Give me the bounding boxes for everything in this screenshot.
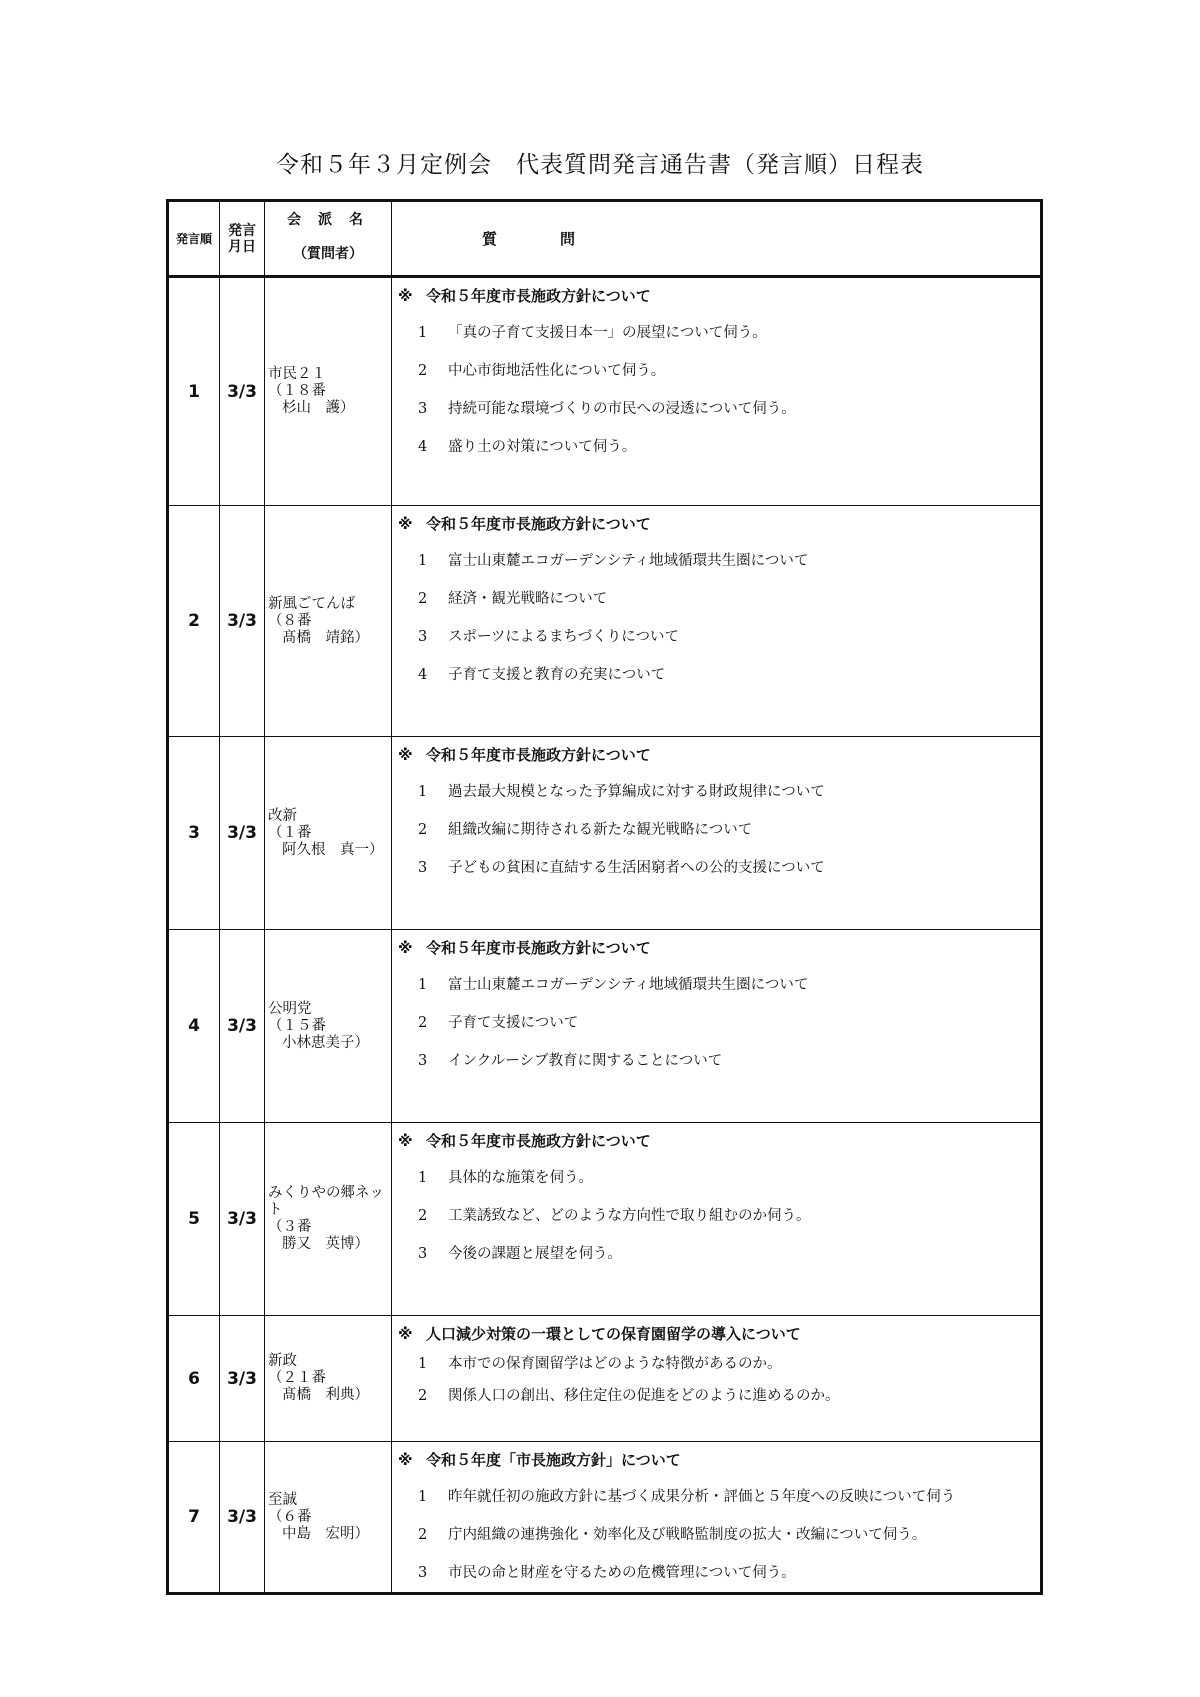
question-item-text: 組織改編に期待される新たな観光戦略について [448,822,753,838]
question-item-text: スポーツによるまちづくりについて [448,629,679,645]
question-item-text: 子育て支援と教育の充実について [448,667,666,683]
question-item-number: 2 [418,363,428,379]
seat-number: （１番 [268,824,312,841]
speaker-cell [265,1123,392,1316]
question-item [392,314,1040,352]
group-name: 改新 [268,807,297,824]
speaker-cell [265,1442,392,1594]
question-item-number: 3 [418,1565,428,1581]
header-question: 質 問 [392,201,1042,277]
group-name: みくりやの郷ネット [268,1185,384,1218]
question-item-number: 2 [418,591,428,607]
speaking-order: 3 [168,737,220,930]
group-name: 新政 [268,1353,297,1369]
header-group [265,201,392,277]
speaker-name: 杉山 護） [282,400,355,416]
question-item-number: 2 [418,1208,428,1224]
question-item [392,1478,1040,1516]
speaker-cell [265,506,392,737]
question-item-number: 1 [418,977,428,993]
reference-mark: ※ [398,1325,413,1343]
question-cell [392,1316,1042,1442]
question-item [392,580,1040,618]
question-item-text: 関係人口の創出、移住定住の促進をどのように進めるのか。 [448,1388,840,1404]
question-item-text: 市民の命と財産を守るための危機管理について伺う。 [448,1565,796,1581]
question-heading-text: 令和５年度市長施政方針について [426,939,651,957]
question-item-number: 4 [418,439,428,455]
question-item [392,656,1040,694]
speaking-date: 3/3 [220,1123,265,1316]
speaker-name: 勝又 英博） [282,1236,369,1252]
question-heading [392,1323,1040,1344]
question-item [392,1554,1040,1592]
question-item-text: 持続可能な環境づくりの市民への浸透について伺う。 [448,401,796,417]
question-item [392,618,1040,656]
group-name: 新風ごてんば [268,595,355,612]
table-row [168,737,1042,930]
group-name: 市民２１ [268,366,326,382]
question-items [392,966,1040,1080]
speaking-date: 3/3 [220,737,265,930]
reference-mark: ※ [398,1132,413,1150]
question-item-number: 4 [418,667,428,683]
question-item-number: 1 [418,325,428,341]
question-item [392,966,1040,1004]
question-cell [392,1442,1042,1594]
question-item-text: 富士山東麓エコガーデンシティ地域循環共生圏について [448,977,809,993]
speaker-cell [265,930,392,1123]
speaking-date: 3/3 [220,1442,265,1594]
question-cell [392,506,1042,737]
question-item-text: 過去最大規模となった予算編成に対する財政規律について [448,784,825,800]
question-item [392,1516,1040,1554]
question-heading-text: 令和５年度「市長施政方針」について [426,1451,681,1469]
speaking-order: 6 [168,1316,220,1442]
seat-number: （８番 [268,612,312,629]
question-item [392,811,1040,849]
reference-mark: ※ [398,746,413,764]
question-item-text: 具体的な施策を伺う。 [448,1170,593,1186]
header-group-line2: （質問者） [293,245,363,262]
question-item-text: 昨年就任初の施政方針に基づく成果分析・評価と５年度への反映について伺う [448,1489,956,1505]
question-items [392,314,1040,466]
table-row [168,1123,1042,1316]
seat-number: （３番 [268,1219,312,1235]
question-item [392,352,1040,390]
question-items [392,1159,1040,1273]
question-item-number: 3 [418,629,428,645]
question-item-number: 3 [418,860,428,876]
question-item-text: インクルーシブ教育に関することについて [448,1053,723,1069]
reference-mark: ※ [398,939,413,957]
question-item-text: 子育て支援について [448,1015,579,1031]
seat-number: （１５番 [268,1017,326,1034]
speaking-date: 3/3 [220,277,265,506]
question-item-number: 3 [418,1053,428,1069]
question-heading-text: 令和５年度市長施政方針について [426,515,651,533]
seat-number: （２１番 [268,1370,326,1386]
question-item-number: 2 [418,1015,428,1031]
question-item [392,773,1040,811]
question-item [392,1348,1040,1380]
question-item [392,542,1040,580]
table-row [168,277,1042,506]
speaking-order: 5 [168,1123,220,1316]
question-item [392,428,1040,466]
question-heading [392,513,1040,534]
question-heading [392,285,1040,306]
question-heading [392,1130,1040,1151]
question-item-text: 盛り土の対策について伺う。 [448,439,637,455]
question-item-text: 工業誘致など、どのような方向性で取り組むのか伺う。 [448,1208,811,1224]
question-item [392,1197,1040,1235]
question-item [392,1235,1040,1273]
header-date [220,201,265,277]
question-item-number: 1 [418,1356,428,1372]
question-heading-text: 令和５年度市長施政方針について [426,1132,651,1150]
group-name: 至誠 [268,1491,297,1508]
question-item-number: 1 [418,784,428,800]
speaker-name: 阿久根 真一） [282,841,384,858]
question-item-number: 3 [418,1246,428,1262]
question-items [392,773,1040,887]
question-heading-text: 令和５年度市長施政方針について [426,287,651,305]
speaker-cell [265,737,392,930]
table-row [168,930,1042,1123]
schedule-table [166,199,1043,1595]
speaker-cell [265,277,392,506]
question-item-text: 経済・観光戦略について [448,591,608,607]
question-item-text: 本市での保育園留学はどのような特徴があるのか。 [448,1356,782,1372]
question-item [392,849,1040,887]
question-cell [392,737,1042,930]
question-items [392,542,1040,694]
question-heading [392,937,1040,958]
question-item-text: 今後の課題と展望を伺う。 [448,1246,622,1262]
speaker-name: 髙橋 利典） [282,1387,369,1403]
question-item [392,1004,1040,1042]
speaker-name: 髙橋 靖銘） [282,629,369,646]
header-group-line1: 会 派 名 [287,211,369,228]
question-heading [392,1449,1040,1470]
speaking-date: 3/3 [220,1316,265,1442]
question-item [392,1042,1040,1080]
table-row [168,506,1042,737]
question-items [392,1478,1040,1592]
reference-mark: ※ [398,1451,413,1469]
table-row [168,1316,1042,1442]
table-row [168,1442,1042,1594]
speaking-order: 4 [168,930,220,1123]
seat-number: （１８番 [268,383,326,399]
question-item-number: 1 [418,1489,428,1505]
question-item [392,390,1040,428]
question-item-number: 1 [418,553,428,569]
reference-mark: ※ [398,515,413,533]
question-item-number: 1 [418,1170,428,1186]
header-row [168,201,1042,277]
speaking-order: 7 [168,1442,220,1594]
question-item-text: 富士山東麓エコガーデンシティ地域循環共生圏について [448,553,809,569]
question-item-number: 2 [418,822,428,838]
question-item-text: 中心市街地活性化について伺う。 [448,363,666,379]
speaking-date: 3/3 [220,506,265,737]
speaking-order: 2 [168,506,220,737]
question-heading-text: 令和５年度市長施政方針について [426,746,651,764]
question-heading [392,744,1040,765]
reference-mark: ※ [398,287,413,305]
question-cell [392,1123,1042,1316]
question-item-text: 「真の子育て支援日本一」の展望について伺う。 [448,325,767,341]
speaker-name: 小林恵美子） [282,1034,369,1051]
question-item-text: 子どもの貧困に直結する生活困窮者への公的支援について [448,860,825,876]
speaker-name: 中島 宏明） [282,1525,369,1542]
header-order: 発言順 [168,201,220,277]
question-item-text: 庁内組織の連携強化・効率化及び戦略監制度の拡大・改編について伺う。 [448,1527,927,1543]
speaking-order: 1 [168,277,220,506]
seat-number: （６番 [268,1508,312,1525]
question-item-number: 2 [418,1527,428,1543]
question-cell [392,930,1042,1123]
question-item [392,1159,1040,1197]
question-item [392,1380,1040,1412]
question-heading-text: 人口減少対策の一環としての保育園留学の導入について [426,1325,801,1343]
speaking-date: 3/3 [220,930,265,1123]
question-item-number: 2 [418,1388,428,1404]
question-items [392,1348,1040,1412]
question-cell [392,277,1042,506]
page-title: 令和５年３月定例会 代表質問発言通告書（発言順）日程表 [276,152,924,178]
header-date-line1: 発言 [228,222,256,239]
speaker-cell [265,1316,392,1442]
header-date-line2: 月日 [228,238,256,255]
question-item-number: 3 [418,401,428,417]
group-name: 公明党 [268,1000,312,1017]
